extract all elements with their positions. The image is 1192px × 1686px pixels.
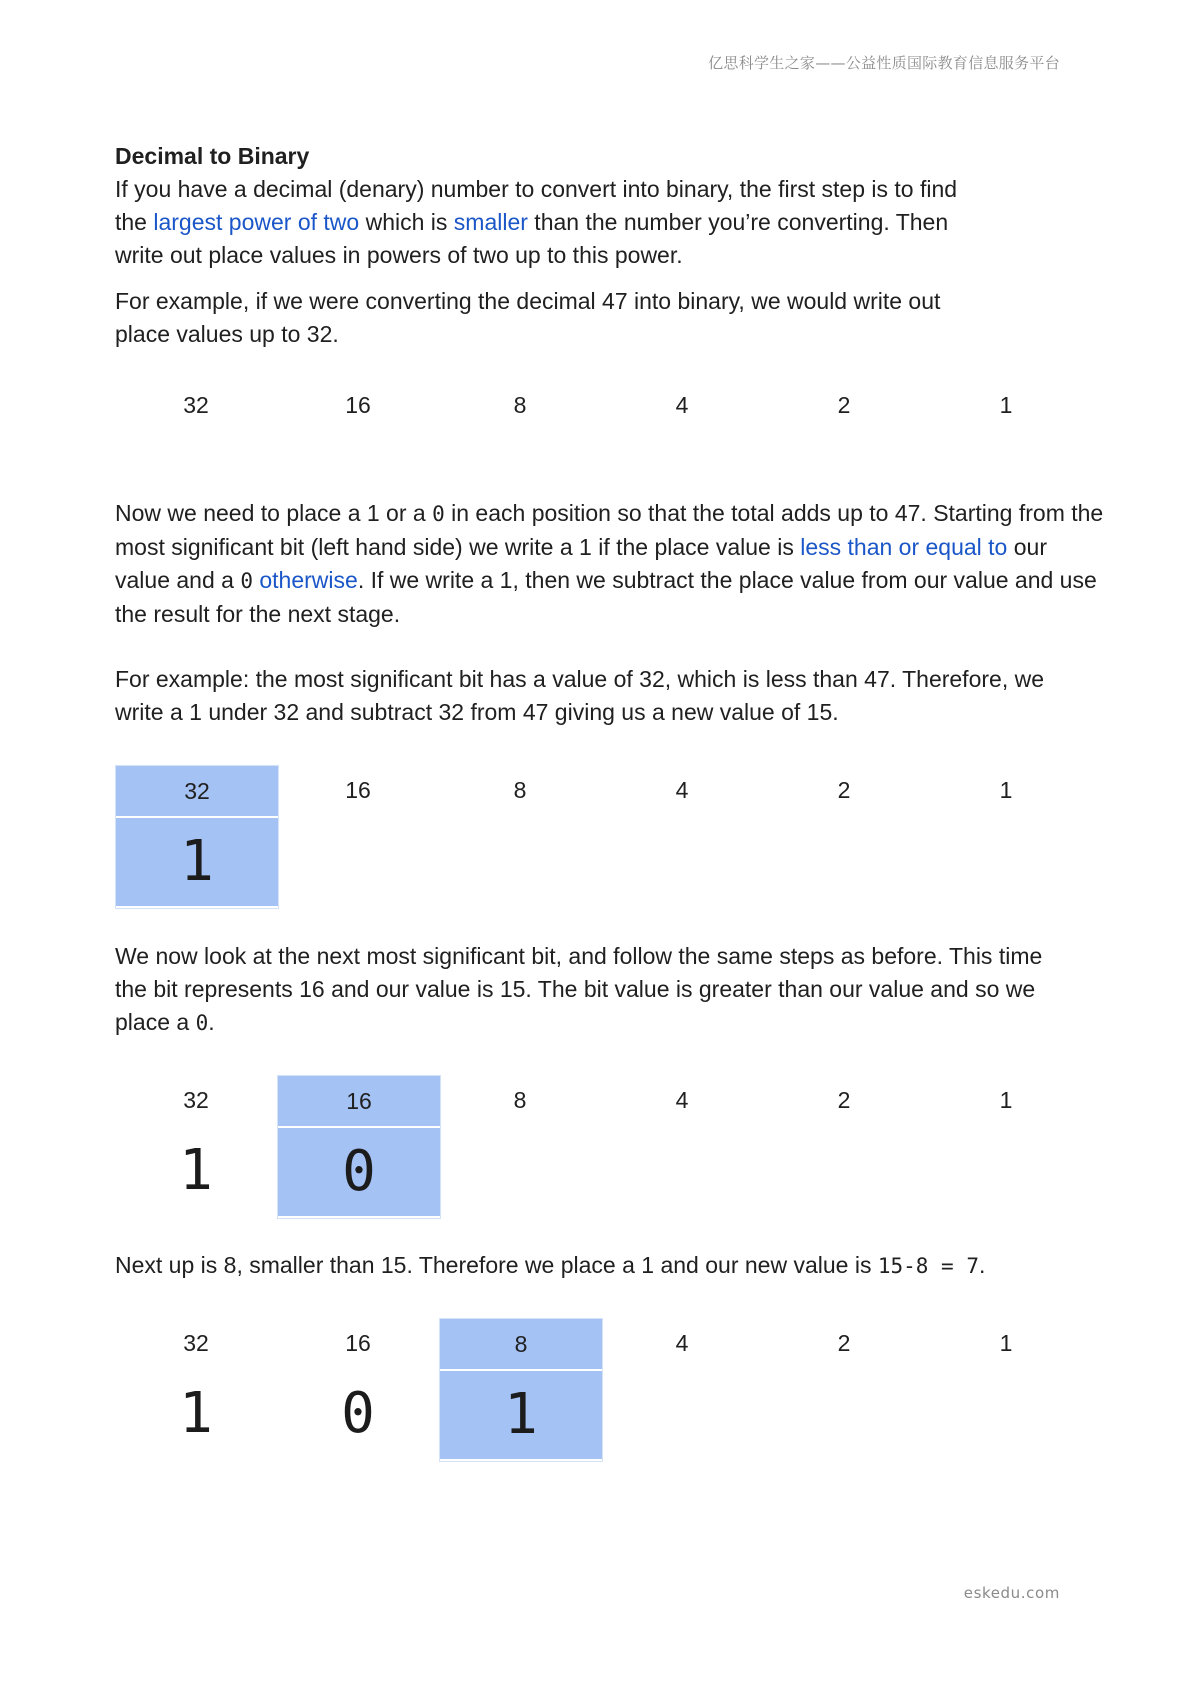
bit-value <box>439 1127 601 1215</box>
bit-value <box>763 1370 925 1458</box>
place-value-label: 2 <box>837 1330 851 1356</box>
place-value-label: 8 <box>513 777 527 803</box>
footer-site: eskedu.com <box>963 1584 1060 1602</box>
text-span: our value and a <box>115 534 1047 593</box>
place-value-label: 32 <box>183 1087 209 1113</box>
bit-value <box>925 1370 1087 1458</box>
place-value-cell: 4 <box>675 392 689 418</box>
text-span: which is <box>359 209 454 235</box>
place-value-label: 16 <box>278 1076 440 1126</box>
bit-column-4 <box>601 1318 763 1460</box>
bit-column-32 <box>115 1075 277 1217</box>
header-site-text: 亿思科学生之家——公益性质国际教育信息服务平台 <box>708 54 1060 72</box>
bit-column-16 <box>277 765 439 907</box>
highlight-phrase-less-equal: less than or equal to <box>800 534 1008 560</box>
text-span: . <box>208 1009 215 1035</box>
place-value-label: 1 <box>999 1087 1013 1113</box>
bit-column-2 <box>763 1075 925 1217</box>
bit-value: 1 <box>179 1138 213 1203</box>
place-value-cell: 32 <box>183 392 209 418</box>
bit-column-4 <box>601 765 763 907</box>
bit-value: 0 <box>341 1381 375 1446</box>
place-value-cell: 8 <box>513 392 527 418</box>
bit-value: 0 <box>278 1128 440 1216</box>
place-value-cell: 1 <box>999 392 1013 418</box>
bit-value <box>601 1127 763 1215</box>
binary-table-step-1 <box>115 765 1087 925</box>
bit-column-8 <box>439 765 601 907</box>
place-value-label: 1 <box>999 1330 1013 1356</box>
paragraph-next-up-8 <box>115 1249 1105 1283</box>
highlight-phrase-smaller: smaller <box>453 209 528 235</box>
binary-table-step-2 <box>115 1075 1087 1235</box>
bit-column-1 <box>925 765 1087 907</box>
place-value-label: 2 <box>837 777 851 803</box>
bit-column-16 <box>277 1318 439 1460</box>
bit-column-2 <box>763 765 925 907</box>
code-expression: 15-8 = 7 <box>877 1254 979 1278</box>
highlight-phrase-largest-power: largest power of two <box>153 209 360 235</box>
bit-column-32 <box>115 1318 277 1460</box>
bit-value <box>277 817 439 905</box>
place-value-label: 32 <box>116 766 278 816</box>
binary-table-step-3 <box>115 1318 1087 1478</box>
text-span: If you have a decimal (denary) number to convert into binary, the first step is to find the <box>115 176 958 235</box>
bit-column-8 <box>439 1075 601 1217</box>
bit-value <box>763 1127 925 1215</box>
text-span: than the number you’re converting. Then write out place values in powers of two up to this power. <box>115 209 949 268</box>
place-value-label: 1 <box>999 777 1013 803</box>
bit-value: 1 <box>116 818 278 906</box>
paragraph-example-msb: For example: the most significant bit has a value of 32, which is less than 47. Therefore, we write a 1 under 32 and subtract 32 from 47 giving us a new value of 15. <box>115 666 1044 725</box>
bit-value <box>601 1370 763 1458</box>
bit-column-32 <box>115 765 279 909</box>
bit-value <box>601 817 763 905</box>
paragraph-method <box>115 497 1105 631</box>
code-zero: 0 <box>432 502 445 526</box>
text-span: . <box>979 1252 986 1278</box>
bit-value <box>439 817 601 905</box>
place-value-row-1 <box>115 380 1087 430</box>
section-heading: Decimal to Binary <box>115 143 310 169</box>
place-value-label: 32 <box>183 1330 209 1356</box>
bit-column-16 <box>277 1075 441 1219</box>
place-value-label: 8 <box>513 1087 527 1113</box>
place-value-label: 4 <box>675 1087 689 1113</box>
text-span: Now we need to place a 1 or a <box>115 500 433 526</box>
place-value-label: 8 <box>440 1319 602 1369</box>
text-span: Next up is 8, smaller than 15. Therefore we place a 1 and our new value is <box>115 1252 878 1278</box>
place-value-label: 2 <box>837 1087 851 1113</box>
bit-column-1 <box>925 1075 1087 1217</box>
code-zero: 0 <box>195 1011 209 1035</box>
code-zero: 0 <box>240 569 253 593</box>
place-value-label: 4 <box>675 1330 689 1356</box>
bit-value <box>925 1127 1087 1215</box>
place-value-cell: 2 <box>837 392 851 418</box>
place-value-label: 4 <box>675 777 689 803</box>
place-value-label: 16 <box>345 1330 371 1356</box>
bit-column-2 <box>763 1318 925 1460</box>
document-body <box>115 140 1095 272</box>
place-value-label: 16 <box>345 777 371 803</box>
bit-value <box>925 817 1087 905</box>
bit-value: 1 <box>440 1371 602 1459</box>
text-span: . If we write a 1, then we subtract the place value from our value and use the result for the next stage. <box>115 567 1097 627</box>
highlight-phrase-otherwise: otherwise <box>259 567 358 593</box>
text-span: We now look at the next most significant bit, and follow the same steps as before. This time the bit represents 16 and our value is 15. The bit value is greater than our value and so we place a <box>115 943 1043 1035</box>
bit-value: 1 <box>179 1381 213 1446</box>
bit-value <box>763 817 925 905</box>
text-span: in each position so that the total adds up to 47. Starting from the most significant bit (left hand side) we write a 1 if the place value is <box>115 500 1104 560</box>
bit-column-4 <box>601 1075 763 1217</box>
paragraph-example-47: For example, if we were converting the decimal 47 into binary, we would write out place values up to 32. <box>115 288 941 347</box>
bit-column-1 <box>925 1318 1087 1460</box>
paragraph-intro <box>115 173 995 272</box>
paragraph-next-bit <box>115 940 1075 1040</box>
bit-column-8 <box>439 1318 603 1462</box>
place-value-cell: 16 <box>345 392 371 418</box>
